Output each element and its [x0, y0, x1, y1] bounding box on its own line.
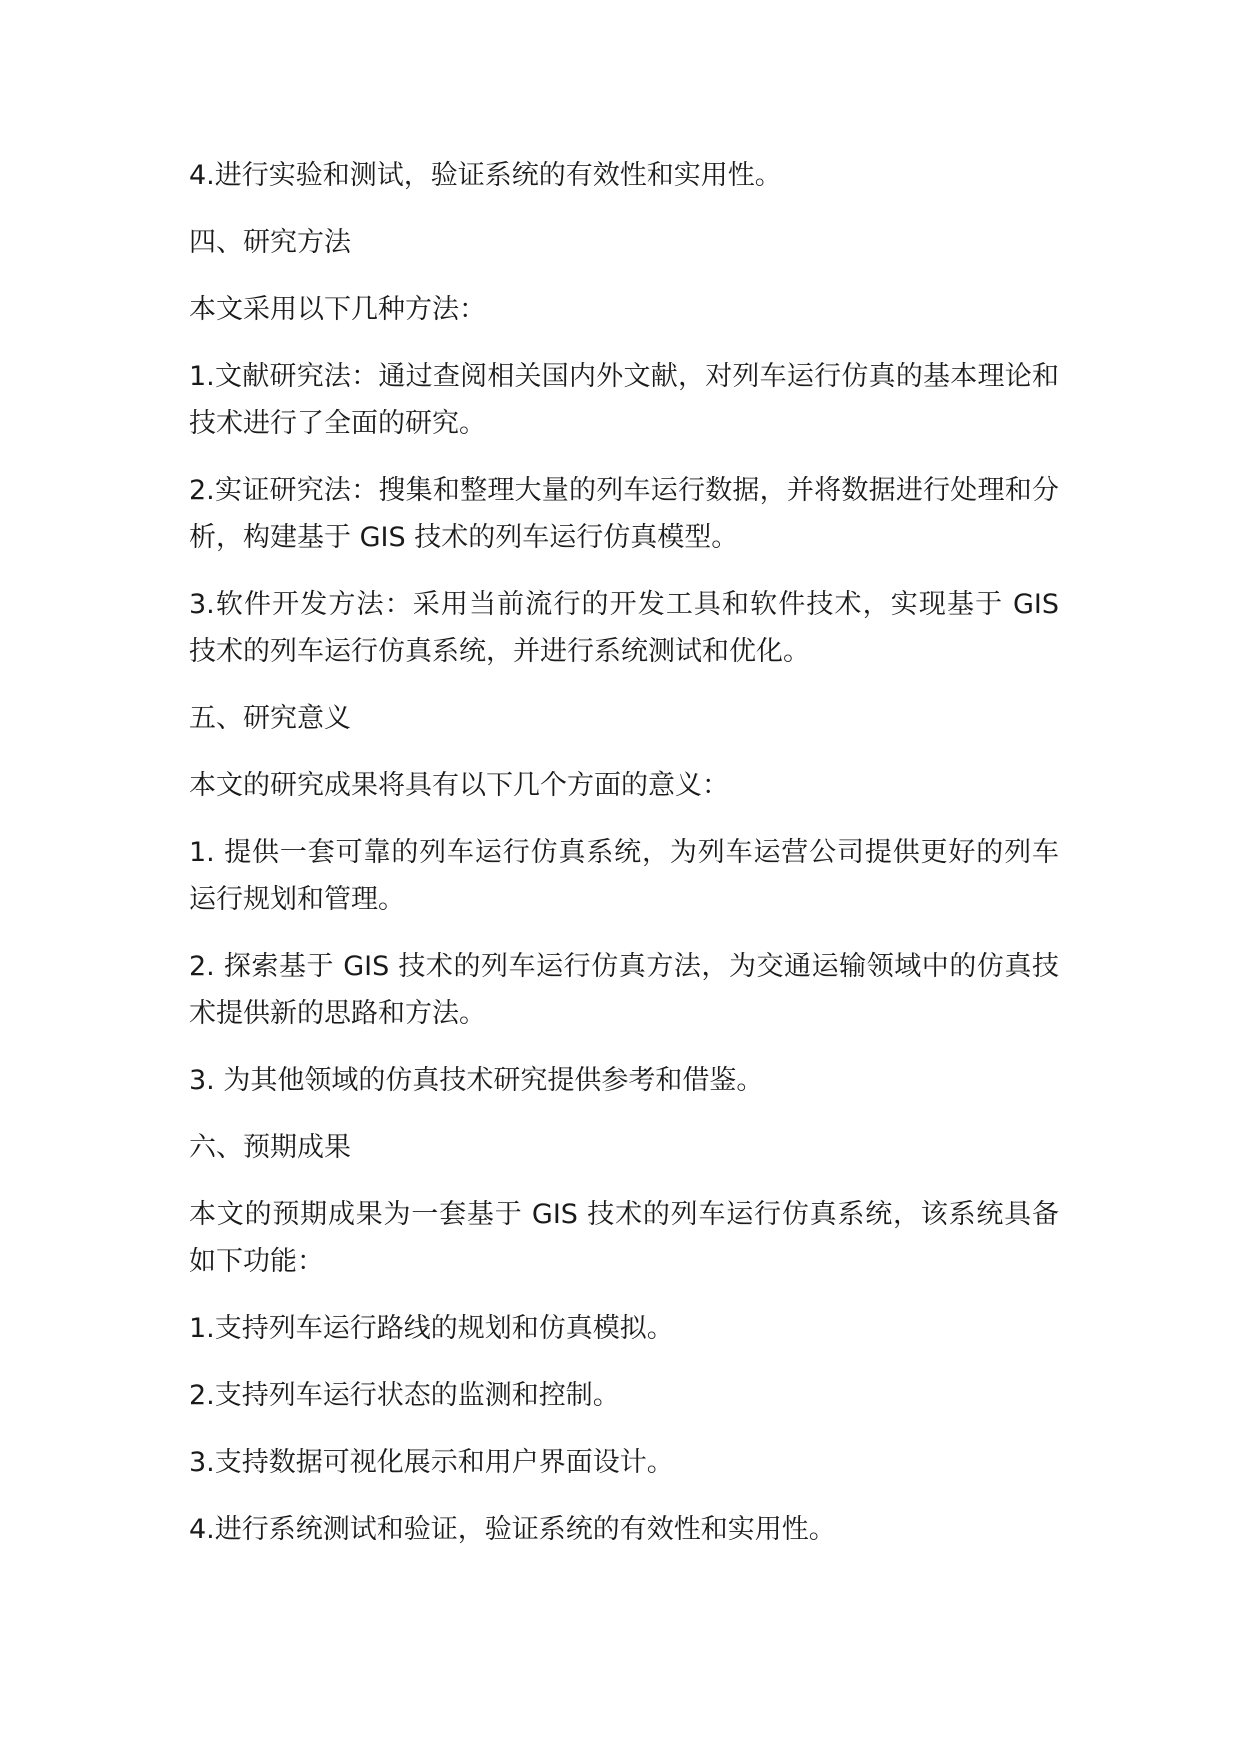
list-item-experiment-test: 4.进行实验和测试，验证系统的有效性和实用性。: [189, 160, 782, 191]
list-item-feature-1: 1.支持列车运行路线的规划和仿真模拟。: [189, 1313, 674, 1344]
methods-intro: 本文采用以下几种方法：: [189, 294, 486, 325]
list-item-feature-4: 4.进行系统测试和验证，验证系统的有效性和实用性。: [189, 1514, 836, 1545]
list-item-empirical-method: 2.实证研究法：搜集和整理大量的列车运行数据，并将数据进行处理和分析，构建基于 GIS 技术的列车运行仿真模型。: [189, 475, 1059, 553]
list-item-feature-3: 3.支持数据可视化展示和用户界面设计。: [189, 1447, 674, 1478]
section-heading-methods: 四、研究方法: [189, 227, 351, 258]
list-item-significance-3: 3. 为其他领域的仿真技术研究提供参考和借鉴。: [189, 1065, 764, 1096]
document-body: [189, 152, 1059, 1573]
list-item-significance-1: 1. 提供一套可靠的列车运行仿真系统，为列车运营公司提供更好的列车运行规划和管理。: [189, 837, 1059, 915]
section-heading-significance: 五、研究意义: [189, 703, 351, 734]
section-heading-expected-results: 六、预期成果: [189, 1132, 351, 1163]
list-item-feature-2: 2.支持列车运行状态的监测和控制。: [189, 1380, 620, 1411]
list-item-significance-2: 2. 探索基于 GIS 技术的列车运行仿真方法，为交通运输领域中的仿真技术提供新的思路和方法。: [189, 951, 1059, 1029]
list-item-literature-method: 1.文献研究法：通过查阅相关国内外文献，对列车运行仿真的基本理论和技术进行了全面的研究。: [189, 361, 1059, 439]
list-item-software-method: 3.软件开发方法：采用当前流行的开发工具和软件技术，实现基于 GIS 技术的列车运行仿真系统，并进行系统测试和优化。: [189, 589, 1059, 667]
expected-results-intro: 本文的预期成果为一套基于 GIS 技术的列车运行仿真系统，该系统具备如下功能：: [189, 1199, 1059, 1277]
significance-intro: 本文的研究成果将具有以下几个方面的意义：: [189, 770, 729, 801]
